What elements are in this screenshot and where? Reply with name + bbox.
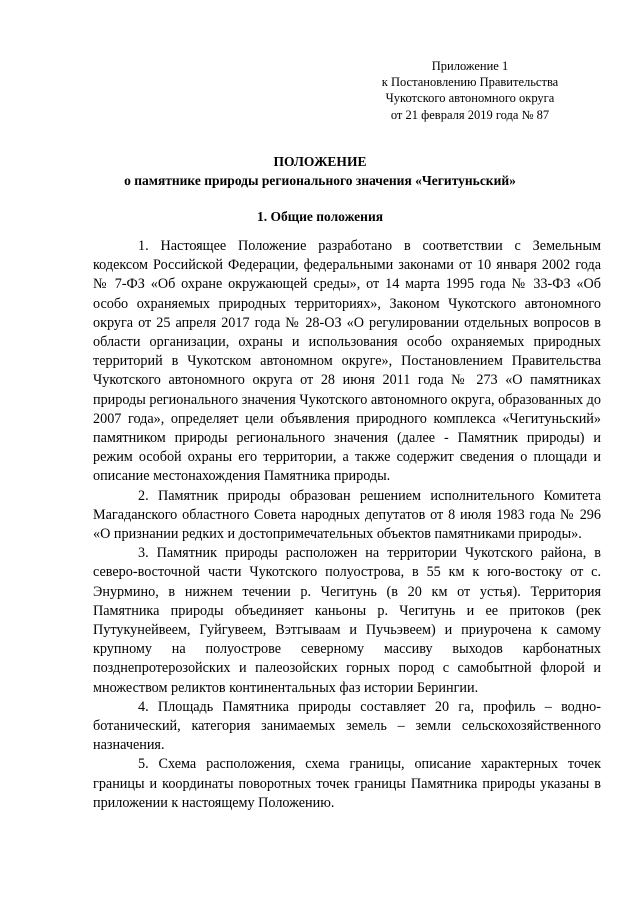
paragraph-2: 2. Памятник природы образован решением исполнительного Комитета Магаданского областного Совета народных депутатов от 8 июля 1983 года № 296 «О признании редких и достопримечательных объектов памятниками природы». xyxy=(93,487,601,543)
paragraph-1: 1. Настоящее Положение разработано в соответствии с Земельным кодексом Российской Федерации, федеральными законами от 10 января 2002 года № 7-ФЗ «Об охране окружающей среды», от 14 марта 1995 года № 33-ФЗ «Об особо охраняемых природных территориях», Законом Чукотского автономного округа от 25 апреля 2017 года № 28-ОЗ «О регулировании отдельных вопросов в области организации, охраны и использования особо охраняемых природных территорий в Чукотском автономном округе», Постановлением Правительства Чукотского автономного округа от 28 июня 2011 года № 273 «О памятниках природы регионального значения Чукотского автономного округа, образованных до 2007 года», определяет цели объявления природного комплекса «Чегитуньский» памятником природы регионального значения (далее - Памятник природы) и режим особой охраны его территории, а также содержит сведения о площади и описание местонахождения Памятника природы. xyxy=(93,238,601,485)
paragraph-3: 3. Памятник природы расположен на территории Чукотского района, в северо-восточной части Чукотского полуострова, в 55 км к юго-востоку от с. Энурмино, в нижнем течении р. Чегитунь (в 20 км от устья). Территория Памятника природы объединяет каньоны р. Чегитунь и ее притоков (рек Путукунейвеем, Гуйгувеем, Вэтгываам и Пучьэвеем) и приурочена к самому крупному на полуострове северному массиву выходов карбонатных позднепротерозойских и палеозойских горных пород с самобытной флорой и множеством реликтов континентальных фаз истории Берингии. xyxy=(93,545,601,696)
paragraph-4: 4. Площадь Памятника природы составляет 20 га, профиль – водно-ботанический, категория занимаемых земель – земли сельскохозяйственного назначения. xyxy=(93,698,601,754)
appendix-date: от 21 февраля 2019 года № 87 xyxy=(390,107,550,122)
title-subtitle: о памятнике природы регионального значения «Чегитуньский» xyxy=(124,173,516,188)
title-main: ПОЛОЖЕНИЕ xyxy=(273,154,367,169)
appendix-reference xyxy=(360,58,580,123)
document-body xyxy=(93,237,601,813)
appendix-resolution-ref: к Постановлению Правительства xyxy=(381,75,559,90)
appendix-number: Приложение 1 xyxy=(431,59,509,73)
section-heading: 1. Общие положения xyxy=(256,209,384,224)
document-title xyxy=(0,152,640,190)
appendix-region: Чукотского автономного округа xyxy=(385,91,555,106)
paragraph-5: 5. Схема расположения, схема границы, описание характерных точек границы и координаты поворотных точек границы Памятника природы указаны в приложении к настоящему Положению. xyxy=(93,756,601,811)
